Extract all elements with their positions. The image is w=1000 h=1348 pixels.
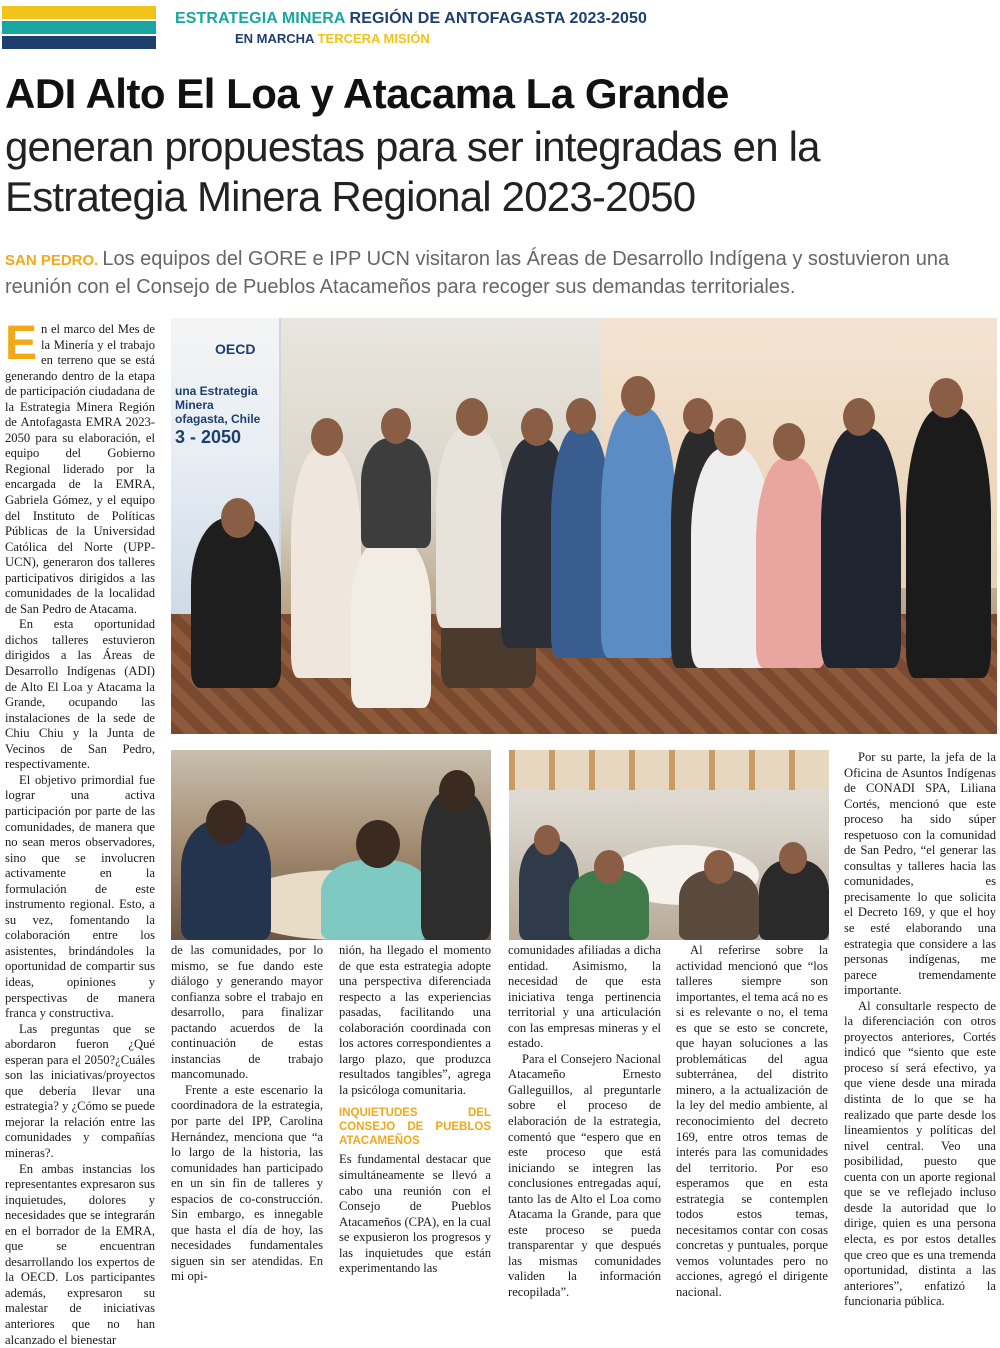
paragraph: nión, ha llegado el momento de que esta estrategia adopte una perspectiva diferenciada respecto a las experiencias pasadas, facilitando una colaboración coordinada con los actores correspondientes a largo plazo, que produzca resultados tangibles”, agrega la psicóloga comunitaria. (339, 943, 491, 1097)
oecd-banner-text (175, 341, 279, 448)
brand-stripes (2, 6, 156, 50)
group-photo (171, 318, 997, 734)
section-region: REGIÓN DE ANTOFAGASTA 2023-2050 (349, 10, 647, 27)
person-head (206, 800, 246, 844)
stripe-yellow (2, 6, 156, 19)
status-mission: TERCERA MISIÓN (317, 31, 430, 46)
paragraph: El objetivo primordial fue lograr una activa participación por parte de las comunidades, de manera que no sean meros observadores, sino que se involucren activamente en la formulación de este instrumento regional. Esto, a su vez, fomentando la colaboración entre los asistentes, brindándoles la oportunidad de compartir sus ideas, opiniones y perspectivas de manera franca y constructiva. (5, 772, 155, 1021)
person-head (439, 770, 475, 812)
person-head (456, 398, 488, 436)
person-shape (906, 408, 991, 678)
person-head (381, 408, 411, 444)
section-subtitle: INQUIETUDES DEL CONSEJO DE PUEBLOS ATACAMEÑOS (339, 1107, 491, 1148)
person-head (779, 842, 807, 874)
article-headline: ADI Alto El Loa y Atacama La Grande (5, 70, 729, 117)
banner-line-3: 3 - 2050 (175, 427, 242, 447)
paragraph: Frente a este escenario la coordinadora de la estrategia, por parte del IPP, Carolina Hernández, menciona que “a lo largo de la historia, las comunidades han participado en un sin fin de talleres y espacios de co-construcción. Sin embargo, es innegable que hasta el día de hoy, las necesidades fundamentales siguen sin ser atendidas. En mi opi- (171, 1082, 323, 1284)
person-shape (821, 428, 901, 668)
person-head (566, 398, 596, 434)
article-lede (5, 246, 995, 301)
paragraph: Al consultarle respecto de la diferenciación con otros proyectos anteriores, Cortés indicó que “siento que este proceso sí será efectivo, ya que viene desde una mirada distinta de lo que se ha realizado que parte desde los lineamientos y políticas del nivel central. Veo una posibilidad, puesto que cuenta con un aporte regional que se ve reflejado incluso desde la autoridad que lo dirige, quien es una persona electa, es por estos detalles que creo que es una tremenda oportunidad, distinta a las anteriores”, enfatizó la funcionaria pública. (844, 998, 996, 1309)
dateline: SAN PEDRO. (5, 252, 99, 269)
paragraph: En ambas instancias los representantes expresaron sus inquietudes, dolores y necesidades que se integrarán en el borrador de la EMRA, que se encuentran desarrollando los expertos de la OECD. Los participantes además, expresaron su malestar de iniciativas anteriores que no han alcanzado el bienestar (5, 1161, 155, 1347)
section-brand: ESTRATEGIA MINERA (175, 10, 345, 27)
person-shape (421, 790, 491, 940)
person-shape (756, 458, 826, 668)
person-shape (601, 408, 676, 658)
section-status (235, 31, 430, 46)
person-head (683, 398, 713, 434)
article-column-1 (5, 317, 155, 1348)
person-head (929, 378, 963, 418)
stripe-teal (2, 21, 156, 34)
section-banner (175, 10, 647, 28)
article-column-5 (676, 943, 828, 1301)
person-head (356, 820, 400, 868)
paragraph: Al referirse sobre la actividad mencionó que “los talleres siempre son importantes, el tema acá no es si es relevante o no, el tema es que se esto se concrete, que hayan soluciones a las problemáticas del agua subterránea, del distrito minero, a la actualización de la ley del medio ambiente, al reconocimiento del decreto 169, entre otros temas de interés para las comunidades del territorio. Por eso esperamos que en esta estrategia se contemplen todos estos temas, necesitamos contar con cosas concretas y puntuales, porque vemos voluntades pero no acciones, agregó el dirigente nacional. (676, 943, 828, 1300)
drop-cap: E (5, 317, 38, 370)
person-shape (191, 518, 281, 688)
banner-line-2: ofagasta, Chile (175, 412, 261, 426)
person-head (221, 498, 255, 538)
paragraph: comunidades afiliadas a dicha entidad. Asimismo, la necesidad de que esta iniciativa tenga pertinencia territorial y una articulación con las empresas mineras y el estado. (508, 943, 661, 1051)
paragraph: Para el Consejero Nacional Atacameño Ernesto Galleguillos, al preguntarle sobre el proceso de elaboración de la estrategia, comentó que “espero que en este proceso que está iniciando se integren las conclusiones entregadas aquí, tanto las de Alto el Loa como Atacama la Grande, para que este proceso se pueda transparentar y que después las mismas comunidades validen la información recopilada”. (508, 1051, 661, 1300)
article-column-4 (508, 943, 661, 1301)
person-head (773, 423, 805, 461)
paragraph (5, 317, 155, 617)
article-column-6 (844, 750, 996, 1310)
paragraph: En esta oportunidad dichos talleres estuvieron dirigidos a las Áreas de Desarrollo Indígenas (ADI) de Alto El Loa y Atacama la Grande, ocupando las instalaciones de la sede de Chiu Chiu y la Junta de Vecinos de San Pedro, respectivamente. (5, 617, 155, 772)
person-head (621, 376, 655, 416)
paragraph: Las preguntas que se abordaron fueron ¿Qué esperan para el 2050?¿Cuáles son las iniciativas/proyectos que debería llevar una estrategia? y ¿Cómo se puede mejorar la relación entre las comunidades y compañías mineras?. (5, 1021, 155, 1160)
article-column-2 (171, 943, 323, 1285)
paragraph: Por su parte, la jefa de la Oficina de Asuntos Indígenas de CONADI SPA, Liliana Cortés, mencionó que este proceso ha sido súper respetuoso con la comunidad de San Pedro, “el generar las consultas y talleres hacia las comunidades, es precisamente lo que solicita el Decreto 169, y que el hoy se esté elaborando una estrategia que considere a las personas indígenas, me parece tremendamente importante. (844, 750, 996, 998)
article-subhead: generan propuestas para ser integradas en la Estrategia Minera Regional 2023-2050 (5, 123, 820, 220)
workshop-photo-left (171, 750, 491, 940)
paragraph-text: n el marco del Mes de la Minería y el trabajo en terreno que se está generando dentro de la etapa de participación ciudadana de la Estrategia Minera Región de Antofagasta EMRA 2023-2050 para su elaboración, el equipo del Gobierno Regional liderado por la encargada de la EMRA, Gabriela Gómez, y el equipo del Instituto de Políticas Públicas de la Universidad Católica del Norte (UPP- UCN), generaron dos talleres participativos dirigidos a las comunidades de la localidad de San Pedro de Atacama. (5, 322, 155, 616)
person-head (714, 418, 746, 456)
person-shape (351, 538, 431, 708)
paragraph: de las comunidades, por lo mismo, se fue dando este diálogo y generando mayor confianza sobre el trabajo en desarrollo, para finalizar pactando acuerdos de la continuación de estas instancias de trabajo mancomunado. (171, 943, 323, 1082)
person-head (704, 850, 734, 884)
person-shape (436, 428, 506, 628)
person-shape (361, 438, 431, 548)
person-head (594, 850, 624, 884)
lede-text: Los equipos del GORE e IPP UCN visitaron las Áreas de Desarrollo Indígena y sostuvieron una reunión con el Consejo de Pueblos Atacameños para recoger sus demandas territoriales. (5, 248, 950, 298)
article-column-3 (339, 943, 491, 1277)
person-shape (321, 860, 431, 940)
person-head (843, 398, 875, 436)
person-head (311, 418, 343, 456)
stripe-navy (2, 36, 156, 49)
wooden-ceiling (509, 750, 829, 790)
banner-line-1: una Estrategia Minera (175, 384, 258, 412)
paragraph: Es fundamental destacar que simultáneamente se llevó a cabo una reunión con el Consejo de Pueblos Atacameños (CPA), en la cual se expusieron los progresos y las inquietudes que están experimentando las (339, 1152, 491, 1276)
oecd-logo-text: OECD (215, 341, 256, 357)
status-label: EN MARCHA (235, 31, 314, 46)
person-head (521, 408, 553, 446)
workshop-photo-right (509, 750, 829, 940)
person-head (534, 825, 560, 855)
